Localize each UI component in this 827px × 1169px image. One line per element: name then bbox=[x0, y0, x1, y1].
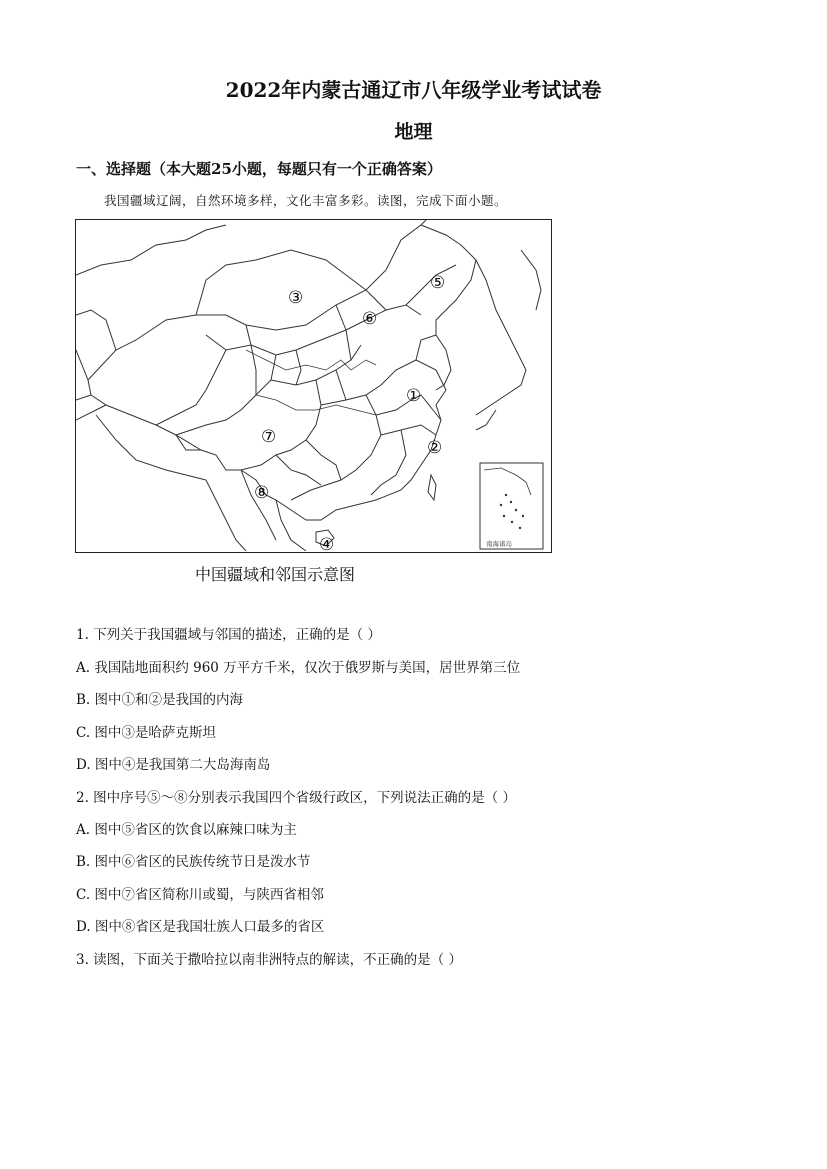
south-china-sea-inset bbox=[480, 463, 543, 549]
marker-5: ⑤ bbox=[430, 273, 446, 293]
marker-4: ④ bbox=[319, 535, 335, 551]
section-intro: 我国疆域辽阔，自然环境多样，文化丰富多彩。读图，完成下面小题。 bbox=[104, 193, 508, 208]
question-2-option-a: A. 图中⑤省区的饮食以麻辣口味为主 bbox=[76, 822, 297, 838]
inset-label: 南海诸岛 bbox=[486, 540, 512, 548]
marker-6: ⑥ bbox=[362, 309, 378, 329]
china-map-drawing bbox=[76, 220, 550, 551]
section-heading: 一、选择题（本大题25小题，每题只有一个正确答案） bbox=[76, 160, 442, 178]
question-1-option-b: B. 图中①和②是我国的内海 bbox=[76, 692, 244, 708]
china-map-figure bbox=[75, 219, 552, 553]
question-2-option-d: D. 图中⑧省区是我国壮族人口最多的省区 bbox=[76, 919, 325, 935]
question-2-option-b: B. 图中⑥省区的民族传统节日是泼水节 bbox=[76, 854, 311, 870]
marker-8: ⑧ bbox=[254, 483, 270, 503]
china-border-outline bbox=[88, 225, 476, 520]
marker-7: ⑦ bbox=[261, 427, 277, 447]
question-2-option-c: C. 图中⑦省区简称川或蜀，与陕西省相邻 bbox=[76, 887, 324, 903]
question-2-stem: 2. 图中序号⑤～⑧分别表示我国四个省级行政区，下列说法正确的是（ ） bbox=[76, 790, 516, 806]
exam-subject: 地理 bbox=[394, 121, 433, 143]
marker-1: ① bbox=[406, 386, 422, 406]
question-3-stem: 3. 读图，下面关于撒哈拉以南非洲特点的解读，不正确的是（ ） bbox=[76, 952, 462, 968]
marker-3: ③ bbox=[288, 288, 304, 308]
question-1-option-c: C. 图中③是哈萨克斯坦 bbox=[76, 725, 216, 741]
marker-2: ② bbox=[427, 438, 443, 458]
question-1-stem: 1. 下列关于我国疆域与邻国的描述，正确的是（ ） bbox=[76, 627, 381, 643]
question-1-option-a: A. 我国陆地面积约 960 万平方千米，仅次于俄罗斯与美国，居世界第三位 bbox=[76, 660, 521, 676]
question-1-option-d: D. 图中④是我国第二大岛海南岛 bbox=[76, 757, 271, 773]
map-caption: 中国疆域和邻国示意图 bbox=[194, 565, 355, 584]
exam-title: 2022年内蒙古通辽市八年级学业考试试卷 bbox=[225, 78, 602, 102]
